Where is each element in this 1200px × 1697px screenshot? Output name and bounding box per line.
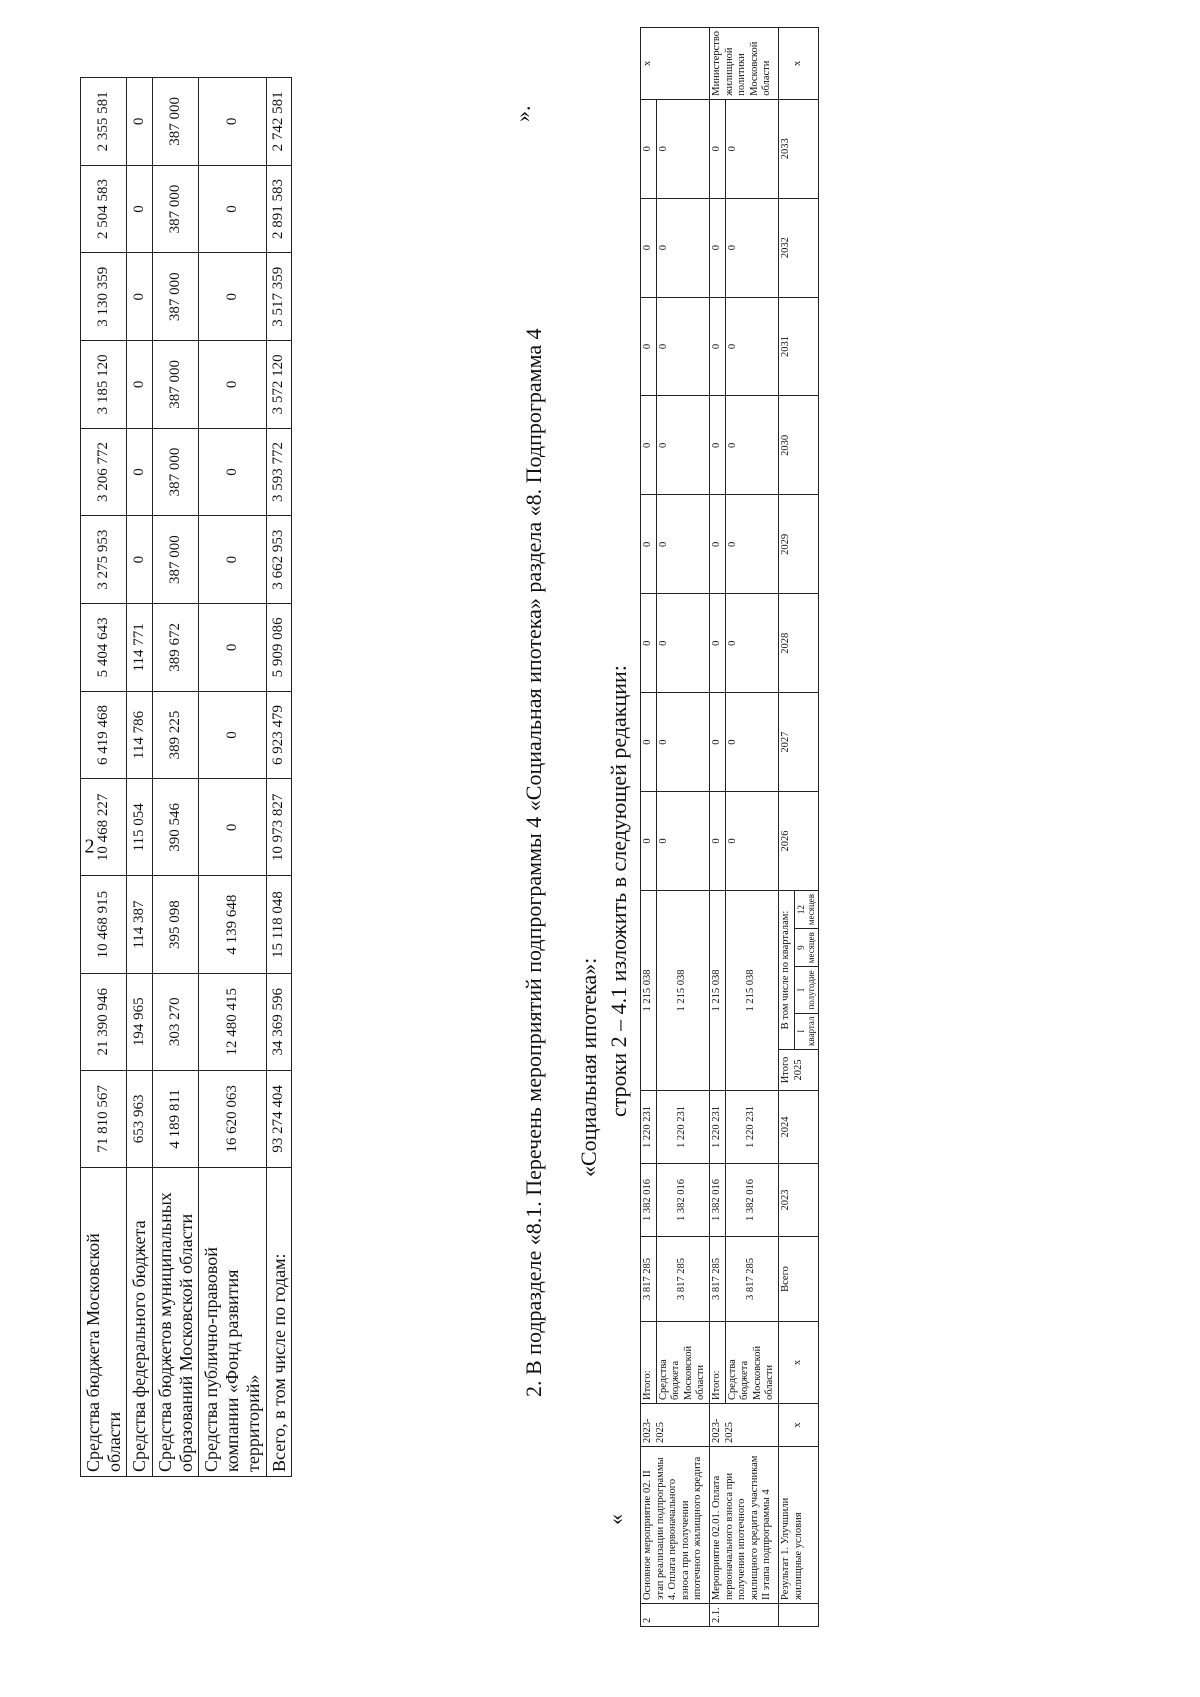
table-cell: 6 923 479 [266,691,292,779]
table-cell: 395 098 [153,876,199,973]
table-cell: 389 672 [153,604,199,692]
row-label: Средства бюджетов муниципальных образований Московской области [153,1168,199,1477]
table-cell: 0 [199,779,266,876]
table-cell: 3 517 359 [266,253,292,341]
table-cell: 0 [199,428,266,516]
table-cell: 34 369 596 [266,973,292,1070]
table-cell: 3 185 120 [81,341,127,429]
row-label: Всего, в том числе по годам: [266,1168,292,1477]
header-2032: 2032 [778,198,818,297]
value-2028: 0 [725,594,778,693]
table-cell: 115 054 [127,779,153,876]
table-row [709,28,725,1627]
header-2026: 2026 [778,792,818,891]
table-cell: 0 [199,691,266,779]
table-cell: 3 130 359 [81,253,127,341]
responsible: x [641,28,710,100]
page-number: 2 [84,835,95,858]
table-cell: 0 [127,341,153,429]
funding-source: Средства бюджета Московской области [656,1322,709,1404]
table-cell: 387 000 [153,253,199,341]
row-number: 2.1. [709,1604,778,1627]
table-cell: 2 742 581 [266,78,292,166]
value-2033: 0 [656,99,709,198]
table-cell: 0 [127,253,153,341]
value-2030: 0 [709,396,725,495]
table-cell: 0 [199,604,266,692]
value-2024: 1 220 231 [709,1091,725,1164]
value-2023: 1 382 016 [725,1164,778,1237]
header-2023: 2023 [778,1164,818,1237]
table-cell: 3 662 953 [266,516,292,604]
value-2027: 0 [725,693,778,792]
table-cell: 0 [199,516,266,604]
value-2024: 1 220 231 [656,1091,709,1164]
value-2032: 0 [641,198,657,297]
value-2031: 0 [656,297,709,396]
total-value: 3 817 285 [641,1237,657,1322]
header-2028: 2028 [778,594,818,693]
itogo-label: Итого: [641,1322,657,1404]
value-2023: 1 382 016 [641,1164,657,1237]
value-2031: 0 [641,297,657,396]
table-cell: 387 000 [153,341,199,429]
header-2033: 2033 [778,99,818,198]
table-cell: 0 [127,165,153,253]
value-2026: 0 [709,792,725,891]
table-cell: 6 419 468 [81,691,127,779]
table-cell: 0 [199,341,266,429]
table-cell: 0 [199,165,266,253]
value-2033: 0 [725,99,778,198]
table-cell: 0 [127,428,153,516]
value-2025: 1 215 038 [725,891,778,1091]
header-2029: 2029 [778,495,818,594]
value-2026: 0 [641,792,657,891]
table-cell: 2 355 581 [81,78,127,166]
table-row [656,28,709,1627]
table-row [641,28,657,1627]
value-2032: 0 [725,198,778,297]
value-2025: 1 215 038 [641,891,657,1091]
table-cell: 21 390 946 [81,973,127,1070]
value-2027: 0 [709,693,725,792]
value-2024: 1 220 231 [725,1091,778,1164]
table-cell: 0 [199,253,266,341]
value-2032: 0 [656,198,709,297]
table-cell: 389 225 [153,691,199,779]
table-cell: 0 [199,78,266,166]
table-row [81,78,127,1477]
table-row [778,28,794,1627]
table-cell: 3 572 120 [266,341,292,429]
value-2029: 0 [641,495,657,594]
table-cell: 3 206 772 [81,428,127,516]
value-2030: 0 [641,396,657,495]
table-row [153,78,199,1477]
value-2028: 0 [709,594,725,693]
result-x: x [778,1322,818,1404]
table-cell: 653 963 [127,1070,153,1167]
table-cell: 15 118 048 [266,876,292,973]
table-row [266,78,292,1477]
table-cell: 4 139 648 [199,876,266,973]
value-2030: 0 [656,396,709,495]
total-value: 3 817 285 [725,1237,778,1322]
table-cell: 5 909 086 [266,604,292,692]
value-2026: 0 [656,792,709,891]
value-2023: 1 382 016 [709,1164,725,1237]
value-2026: 0 [725,792,778,891]
table-cell: 194 965 [127,973,153,1070]
measure-name: Основное мероприятие 02. II этап реализации подпрограммы 4. Оплата первоначального взноса при получении ипотечного жилищного кредита [641,1447,710,1604]
row-label: Средства федерального бюджета [127,1168,153,1477]
section-heading-cont: «Социальная ипотека»: [576,957,601,1177]
total-value: 3 817 285 [656,1237,709,1322]
table-cell: 387 000 [153,165,199,253]
row-label: Средства публично-правовой компании «Фонд развития территорий» [199,1168,266,1477]
measure-name: Мероприятие 02.01. Оплата первоначального взноса при получении ипотечного жилищного кредита участникам II этапа подпрограммы 4 [709,1447,778,1604]
header-quarters: В том числе по кварталам: [778,891,794,1050]
header-q4: 12 месяцев [794,891,819,929]
table-cell: 114 771 [127,604,153,692]
header-itogo-2025: Итого 2025 [778,1050,818,1091]
total-value: 3 817 285 [709,1237,725,1322]
result-x: x [778,1404,818,1447]
value-2033: 0 [709,99,725,198]
value-2029: 0 [725,495,778,594]
header-q3: 9 месяцев [794,929,819,967]
table-row [725,28,778,1627]
period: 2023-2025 [709,1404,778,1447]
opening-quote: « [603,1514,628,1525]
table-cell: 12 480 415 [199,973,266,1070]
table-cell: 16 620 063 [199,1070,266,1167]
value-2033: 0 [641,99,657,198]
header-total: Всего [778,1237,818,1322]
table-cell: 114 387 [127,876,153,973]
table-cell: 0 [127,78,153,166]
value-2031: 0 [725,297,778,396]
header-2024: 2024 [778,1091,818,1164]
value-2029: 0 [656,495,709,594]
header-2030: 2030 [778,396,818,495]
value-2030: 0 [725,396,778,495]
table-cell: 2 891 583 [266,165,292,253]
header-q2: I полугодие [794,967,819,1013]
funding-source: Средства бюджета Московской области [725,1322,778,1404]
table-cell: 10 468 227 [81,779,127,876]
header-2027: 2027 [778,693,818,792]
value-2029: 0 [709,495,725,594]
table-cell: 10 468 915 [81,876,127,973]
instruction-text: строки 2 – 4.1 изложить в следующей редакции: [606,665,631,1117]
table-cell: 387 000 [153,78,199,166]
value-2032: 0 [709,198,725,297]
result-name: Результат 1. Улучшили жилищные условия [778,1447,818,1604]
table-cell: 2 504 583 [81,165,127,253]
closing-quote: ». [510,105,535,122]
value-2025: 1 215 038 [656,891,709,1091]
value-2028: 0 [641,594,657,693]
table-cell: 71 810 567 [81,1070,127,1167]
table-cell: 5 404 643 [81,604,127,692]
value-2024: 1 220 231 [641,1091,657,1164]
table-cell: 3 275 953 [81,516,127,604]
value-2031: 0 [709,297,725,396]
table-cell: 0 [127,516,153,604]
table-row [127,78,153,1477]
table-cell: 387 000 [153,516,199,604]
header-q1: I квартал [794,1013,819,1049]
value-2025: 1 215 038 [709,891,725,1091]
table-cell: 4 189 811 [153,1070,199,1167]
table-cell: 303 270 [153,973,199,1070]
table-cell: 114 786 [127,691,153,779]
measures-table [640,27,819,1627]
table-cell: 10 973 827 [266,779,292,876]
table-cell: 390 546 [153,779,199,876]
value-2027: 0 [641,693,657,792]
section-heading: 2. В подразделе «8.1. Перечень мероприятий подпрограммы 4 «Социальная ипотека» раздела «8. Подпрограмма 4 [521,328,546,1397]
value-2027: 0 [656,693,709,792]
table-cell: 3 593 772 [266,428,292,516]
value-2023: 1 382 016 [656,1164,709,1237]
responsible: Министерство жилищной политики Московской области [709,28,778,100]
row-label: Средства бюджета Московской области [81,1168,127,1477]
value-2028: 0 [656,594,709,693]
row-number: 2 [641,1604,710,1627]
header-2031: 2031 [778,297,818,396]
itogo-label: Итого: [709,1322,725,1404]
funding-table [80,77,292,1477]
result-x: x [778,28,818,100]
table-row [199,78,266,1477]
table-cell: 93 274 404 [266,1070,292,1167]
table-cell: 387 000 [153,428,199,516]
period: 2023-2025 [641,1404,710,1447]
row-number-empty [778,1604,818,1627]
